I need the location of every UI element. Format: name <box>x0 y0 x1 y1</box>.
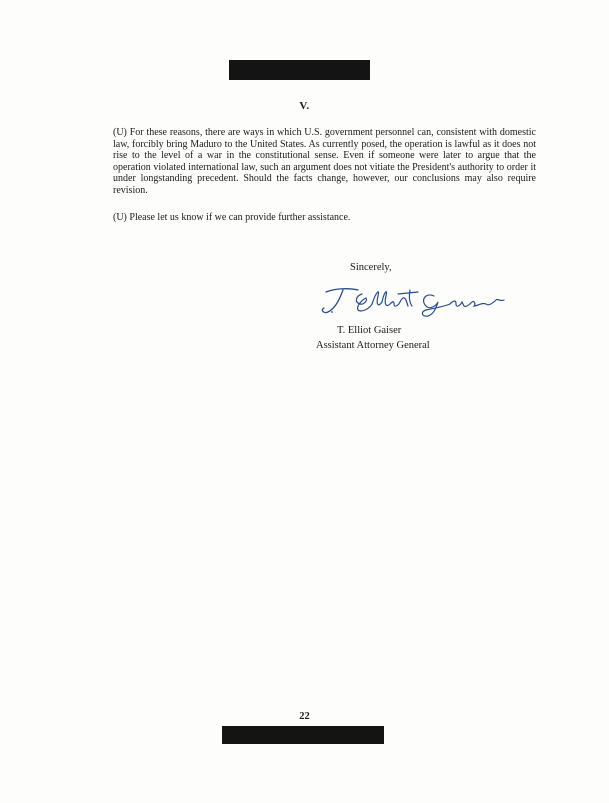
closing-salutation: Sincerely, <box>350 262 392 273</box>
page-number: 22 <box>299 711 310 722</box>
redaction-bar-bottom <box>222 726 384 744</box>
redaction-bar-top <box>229 60 370 80</box>
body-paragraph-conclusion <box>80 127 536 197</box>
signer-title: Assistant Attorney General <box>316 340 430 351</box>
body-paragraph-assistance <box>80 212 536 224</box>
signer-name: T. Elliot Gaiser <box>337 325 402 336</box>
section-heading: V. <box>299 100 310 112</box>
handwritten-signature <box>310 282 510 318</box>
paragraph-text: (U) Please let us know if we can provide further assistance. <box>113 212 351 223</box>
paragraph-text: (U) For these reasons, there are ways in which U.S. government personnel can, consistent with domestic law, forcibly bring Maduro to the United States. As currently posed, the operation is lawful as it does not rise to the level of a war in the constitutional sense. Even if someone were later to argue that the operation violated international law, such an argument does not vitiate the President's authority to order it under longstanding precedent. Should the facts change, however, our conclusions may also require revision. <box>113 127 536 196</box>
